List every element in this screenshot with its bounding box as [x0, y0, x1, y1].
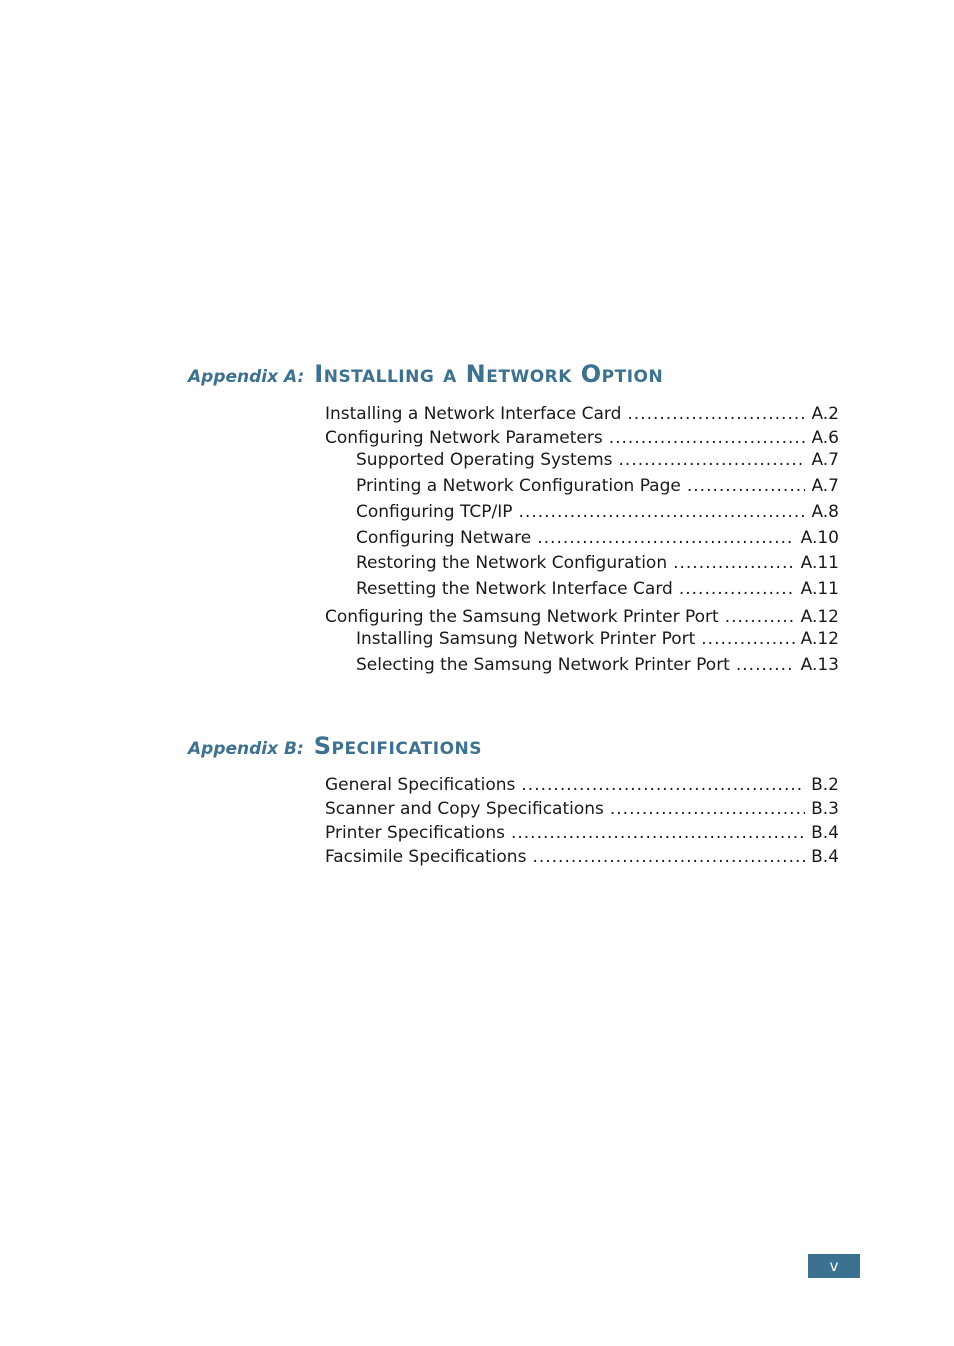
toc-entry[interactable]: [356, 578, 839, 600]
toc-entry-page: A.13: [800, 655, 839, 675]
toc-leader: [521, 774, 805, 796]
toc-entry-title: Printer Specifications: [325, 823, 505, 843]
toc-entry[interactable]: [356, 527, 839, 549]
toc-entry-title: Configuring TCP/IP: [356, 502, 513, 522]
toc-entry-title: Selecting the Samsung Network Printer Port: [356, 655, 730, 675]
toc-leader: [619, 449, 806, 471]
toc-entry-title: Supported Operating Systems: [356, 450, 613, 470]
toc-entry-page: A.12: [800, 629, 839, 649]
toc-entry-title: Configuring Netware: [356, 528, 532, 548]
toc-entry-page: A.2: [811, 404, 839, 424]
page-number-badge: [808, 1254, 860, 1278]
toc-leader: [687, 475, 806, 497]
toc-entry-page: A.11: [800, 579, 839, 599]
toc-leader: [511, 822, 805, 844]
toc-entry-page: A.7: [811, 450, 839, 470]
toc-entry[interactable]: [356, 628, 839, 650]
toc-entry-title: General Specifications: [325, 775, 516, 795]
toc-entry[interactable]: [325, 606, 839, 628]
toc-leader: [736, 654, 795, 676]
toc-entry[interactable]: [356, 475, 839, 497]
toc-entry[interactable]: [356, 449, 839, 471]
toc-entry-page: A.10: [800, 528, 839, 548]
appendix-b-heading: [188, 732, 482, 760]
toc-entry[interactable]: [325, 774, 839, 796]
toc-leader: [532, 846, 805, 868]
toc-leader: [519, 501, 806, 523]
toc-entry-title: Installing Samsung Network Printer Port: [356, 629, 696, 649]
toc-entry[interactable]: [356, 501, 839, 523]
toc-entry-title: Configuring the Samsung Network Printer Port: [325, 607, 719, 627]
toc-entry-page: B.3: [811, 799, 839, 819]
toc-entry[interactable]: [325, 403, 839, 425]
appendix-a-label: Appendix A:: [188, 367, 305, 387]
toc-entry-page: B.4: [811, 847, 839, 867]
toc-leader: [701, 628, 794, 650]
toc-entry-page: A.12: [800, 607, 839, 627]
toc-entry[interactable]: [325, 846, 839, 868]
toc-entry[interactable]: [325, 427, 839, 449]
toc-entry[interactable]: [356, 552, 839, 574]
toc-leader: [673, 552, 795, 574]
toc-entry-title: Scanner and Copy Specifications: [325, 799, 604, 819]
toc-entry[interactable]: [325, 822, 839, 844]
toc-entry-title: Facsimile Specifications: [325, 847, 527, 867]
appendix-a-title: Installing a Network Option: [314, 360, 664, 388]
toc-leader: [610, 798, 805, 820]
toc-leader: [537, 527, 794, 549]
toc-leader: [627, 403, 805, 425]
toc-entry-title: Configuring Network Parameters: [325, 428, 603, 448]
appendix-b-label: Appendix B:: [188, 739, 304, 759]
appendix-a-heading: [188, 360, 663, 388]
toc-leader: [725, 606, 795, 628]
toc-entry-title: Restoring the Network Configuration: [356, 553, 668, 573]
page-number: v: [829, 1257, 839, 1275]
toc-entry-page: A.7: [811, 476, 839, 496]
toc-entry[interactable]: [325, 798, 839, 820]
toc-leader: [679, 578, 795, 600]
toc-entry[interactable]: [356, 654, 839, 676]
appendix-b-title: Specifications: [313, 732, 483, 760]
toc-entry-page: B.2: [811, 775, 839, 795]
toc-entry-title: Printing a Network Configuration Page: [356, 476, 681, 496]
toc-entry-page: A.11: [800, 553, 839, 573]
toc-leader: [609, 427, 806, 449]
toc-entry-page: A.6: [811, 428, 839, 448]
toc-entry-title: Installing a Network Interface Card: [325, 404, 622, 424]
toc-entry-page: A.8: [811, 502, 839, 522]
toc-entry-page: B.4: [811, 823, 839, 843]
toc-entry-title: Resetting the Network Interface Card: [356, 579, 673, 599]
